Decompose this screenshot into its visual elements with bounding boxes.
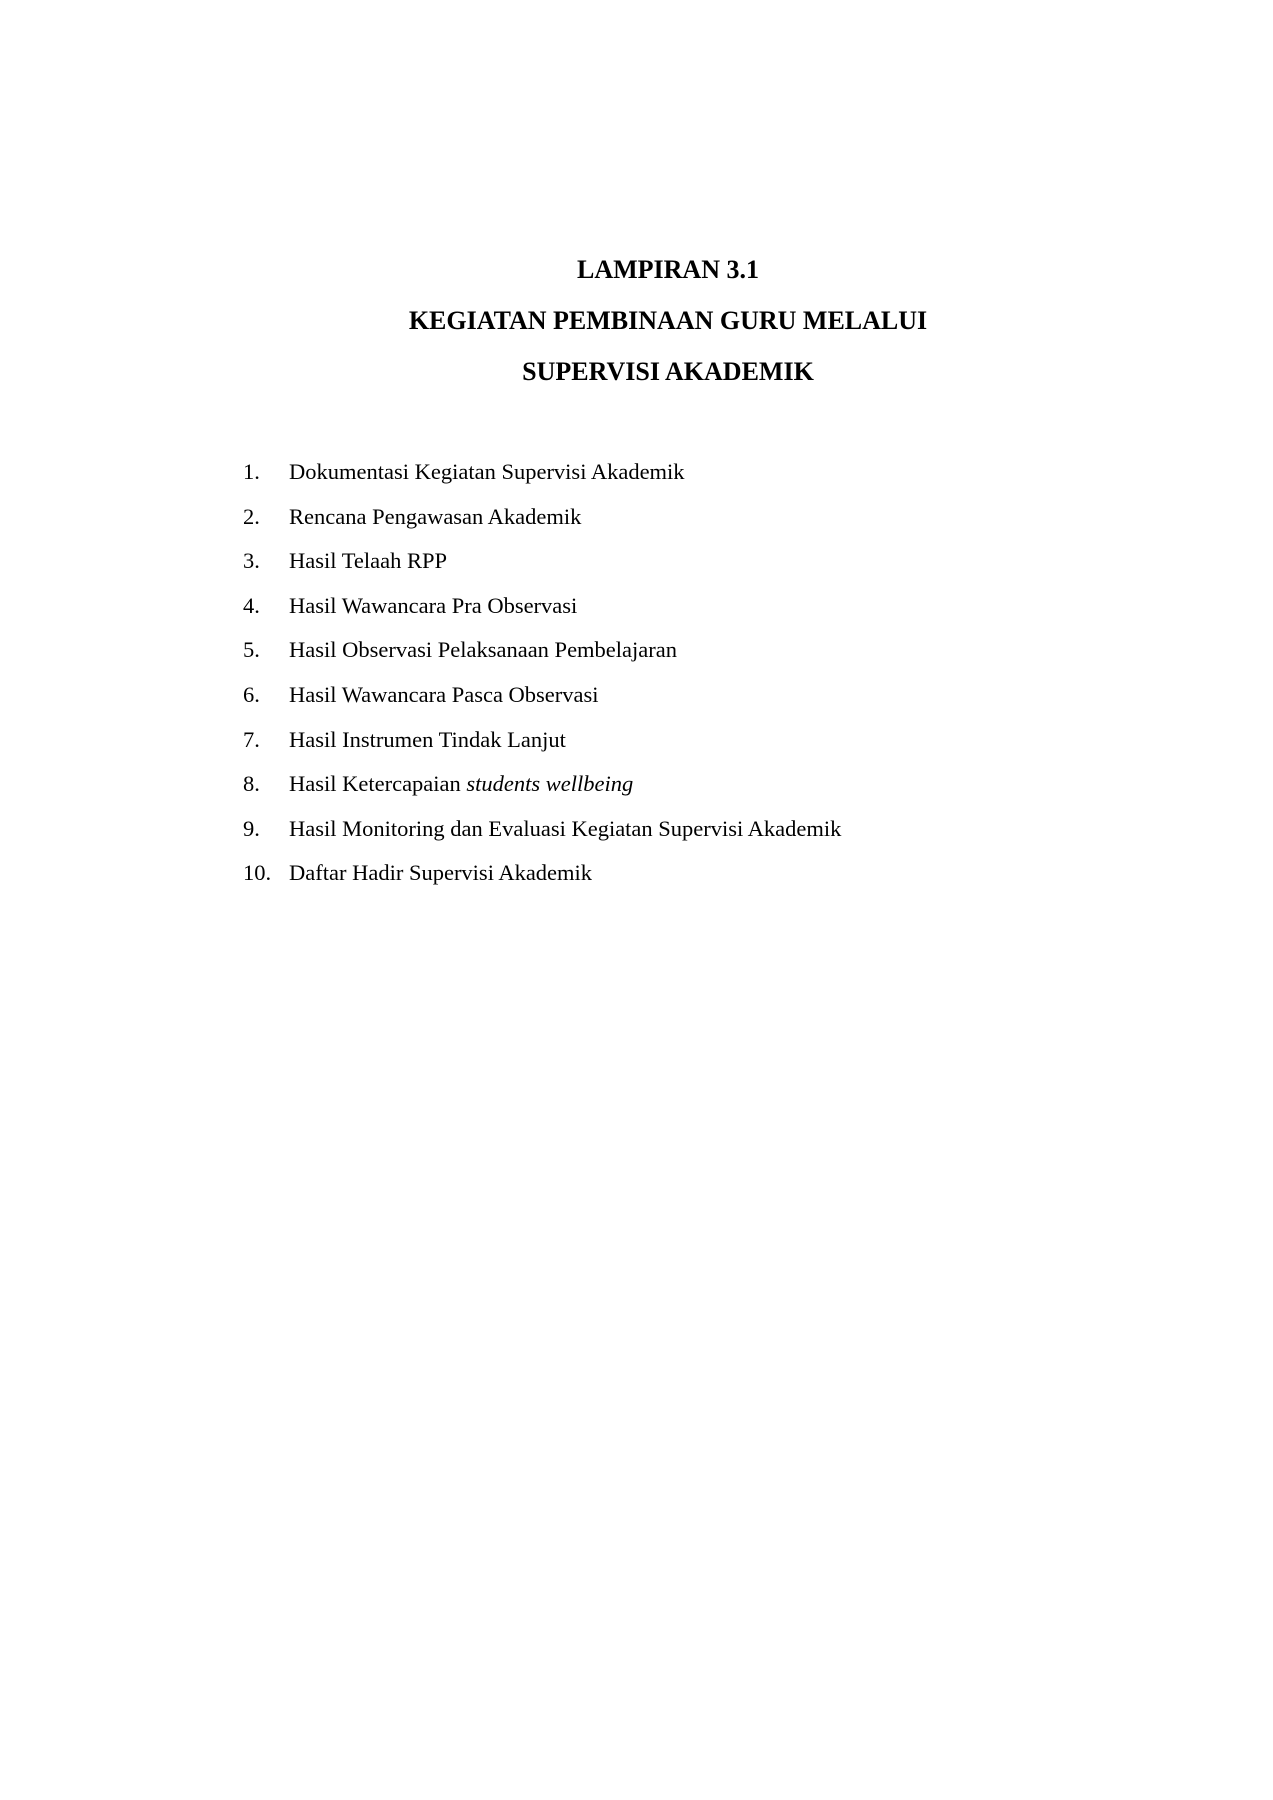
list-item bbox=[243, 539, 841, 584]
list-item bbox=[243, 718, 841, 763]
title-line-appendix: LAMPIRAN 3.1 bbox=[577, 255, 759, 284]
item-text: Hasil Observasi Pelaksanaan Pembelajaran bbox=[289, 637, 677, 663]
item-text: Hasil Wawancara Pra Observasi bbox=[289, 592, 578, 618]
list-item bbox=[243, 450, 841, 495]
item-text: Hasil Wawancara Pasca Observasi bbox=[289, 681, 599, 707]
item-text: Dokumentasi Kegiatan Supervisi Akademik bbox=[289, 459, 685, 484]
item-text: Hasil Monitoring dan Evaluasi Kegiatan Supervisi Akademik bbox=[289, 815, 842, 841]
item-text: Hasil Telaah RPP bbox=[289, 548, 448, 574]
item-text: Rencana Pengawasan Akademik bbox=[289, 503, 582, 529]
list-item bbox=[243, 851, 841, 896]
item-text bbox=[289, 771, 633, 796]
item-text-regular: Hasil Ketercapaian bbox=[289, 771, 467, 797]
list-item bbox=[243, 807, 841, 852]
item-number: 9. bbox=[243, 815, 260, 841]
item-number: 8. bbox=[243, 771, 260, 797]
item-number: 6. bbox=[243, 681, 260, 707]
list-item bbox=[243, 673, 841, 718]
list-item bbox=[243, 762, 841, 807]
list-item bbox=[243, 628, 841, 673]
item-number: 10. bbox=[243, 860, 272, 886]
document-title bbox=[0, 244, 1273, 397]
list-item bbox=[243, 495, 841, 540]
item-number: 3. bbox=[243, 548, 260, 574]
item-text-italic: students wellbeing bbox=[466, 771, 634, 797]
item-text: Hasil Instrumen Tindak Lanjut bbox=[289, 726, 566, 752]
item-text: Daftar Hadir Supervisi Akademik bbox=[289, 860, 593, 886]
title-line-sub: SUPERVISI AKADEMIK bbox=[522, 357, 814, 386]
item-number: 7. bbox=[243, 726, 260, 752]
item-number: 5. bbox=[243, 637, 260, 663]
list-item bbox=[243, 584, 841, 629]
title-line-main: KEGIATAN PEMBINAAN GURU MELALUI bbox=[408, 306, 928, 335]
item-number: 4. bbox=[243, 592, 260, 618]
appendix-list bbox=[243, 450, 841, 896]
item-number: 2. bbox=[243, 503, 260, 529]
item-number: 1. bbox=[243, 459, 260, 484]
